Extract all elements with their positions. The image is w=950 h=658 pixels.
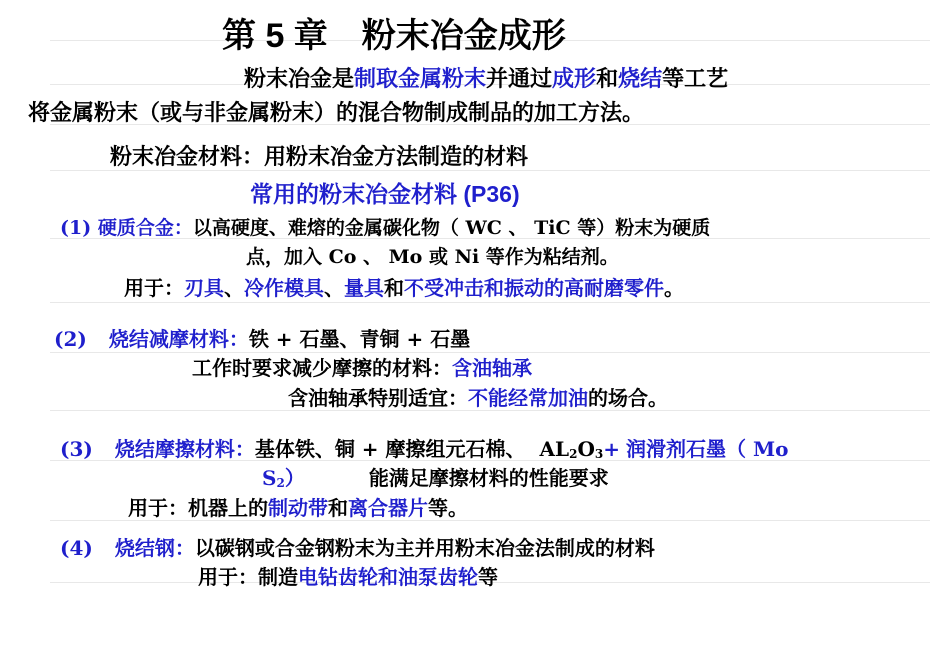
item-4-number: (4) [60, 536, 93, 560]
item-3-usage [128, 492, 468, 521]
item-1-usage [124, 272, 684, 301]
usage-item: 制动带 [268, 496, 328, 520]
usage-item: 冷作模具 [244, 276, 324, 300]
intro-text: 粉末冶金是 [244, 66, 355, 92]
page-title: 第 5 章 粉末冶金成形 [222, 17, 566, 55]
usage-item: 电钻齿轮和油泵齿轮 [298, 565, 478, 589]
item-4-usage [198, 561, 498, 590]
usage-item: 刃具 [184, 276, 224, 300]
conjunction: 和 [328, 496, 348, 520]
formula-sub: 2 [569, 447, 578, 461]
item-4-line-1 [60, 532, 655, 561]
usage-end: 等。 [428, 496, 468, 520]
conjunction: 和 [384, 276, 404, 300]
usage-item: 离合器片 [348, 496, 428, 520]
item-2-text: 工作时要求减少摩擦的材料： [192, 356, 452, 380]
item-3-line-1 [60, 433, 788, 462]
usage-text: 制造 [258, 565, 298, 589]
intro-text: 并通过 [486, 66, 553, 92]
item-1-line-1 [60, 213, 710, 240]
usage-prefix: 用于： [124, 276, 184, 300]
item-1-text: 以高硬度、难熔的金属碳化物（ WC 、 TiC 等）粉末为硬质 [192, 217, 711, 239]
formula-al: AL [539, 437, 570, 461]
item-3-line-2 [262, 462, 609, 491]
section-subtitle: 常用的粉末冶金材料 (P36) [250, 181, 520, 207]
item-1-line-2: 点，加入 Co 、 Mo 或 Ni 等作为粘结剂。 [246, 246, 619, 268]
intro-highlight: 制取金属粉末 [354, 66, 487, 92]
item-2-line-1 [54, 323, 470, 352]
usage-prefix: 用于： [198, 565, 258, 589]
ruling-line [50, 302, 930, 303]
usage-prefix: 用于： [128, 496, 188, 520]
separator: 、 [324, 276, 344, 300]
item-2-label: 烧结减摩材料： [108, 327, 249, 351]
item-2-text: 的场合。 [588, 386, 668, 410]
item-4-label: 烧结钢： [114, 536, 195, 560]
separator: 、 [224, 276, 244, 300]
item-3-text: 能满足摩擦材料的性能要求 [368, 466, 609, 490]
usage-item: 不受冲击和振动的高耐磨零件 [404, 276, 664, 300]
item-2-line-3 [288, 382, 668, 411]
intro-highlight: 烧结 [618, 66, 663, 92]
usage-item: 量具 [344, 276, 384, 300]
formula-s: S [262, 466, 277, 490]
period: 。 [664, 276, 684, 300]
item-2-text: 含油轴承特别适宜： [288, 386, 468, 410]
formula-o: O [577, 437, 595, 461]
item-2-highlight: 不能经常加油 [468, 386, 588, 410]
intro-line-2: 将金属粉末（或与非金属粉末）的混合物制成制品的加工方法。 [28, 100, 645, 126]
item-2-text: 铁 + 石墨、青铜 + 石墨 [248, 327, 471, 351]
item-3-lubricant: 润滑剂石墨（ Mo [626, 437, 789, 461]
formula-sub: 3 [594, 447, 604, 461]
intro-text: 和 [596, 66, 619, 92]
plus-sign: + [603, 437, 621, 461]
item-3-label: 烧结摩擦材料： [114, 437, 255, 461]
item-2-highlight: 含油轴承 [452, 356, 532, 380]
intro-text: 等工艺 [662, 66, 729, 92]
item-4-text: 以碳钢或合金钢粉末为主并用粉末冶金法制成的材料 [194, 536, 655, 560]
item-1-label: (1) 硬质合金： [60, 217, 193, 239]
usage-end: 等 [478, 565, 498, 589]
intro-line-1 [244, 62, 728, 93]
usage-text: 机器上的 [188, 496, 268, 520]
close-paren: ） [284, 466, 305, 490]
intro-highlight: 成形 [552, 66, 597, 92]
item-3-number: (3) [60, 437, 93, 461]
item-2-number: (2) [54, 327, 87, 351]
formula-sub: 2 [276, 476, 285, 490]
item-3-text: 基体铁、铜 + 摩擦组元石棉、 [254, 437, 526, 461]
item-2-line-2 [192, 352, 532, 381]
definition: 粉末冶金材料：用粉末冶金方法制造的材料 [110, 144, 529, 170]
